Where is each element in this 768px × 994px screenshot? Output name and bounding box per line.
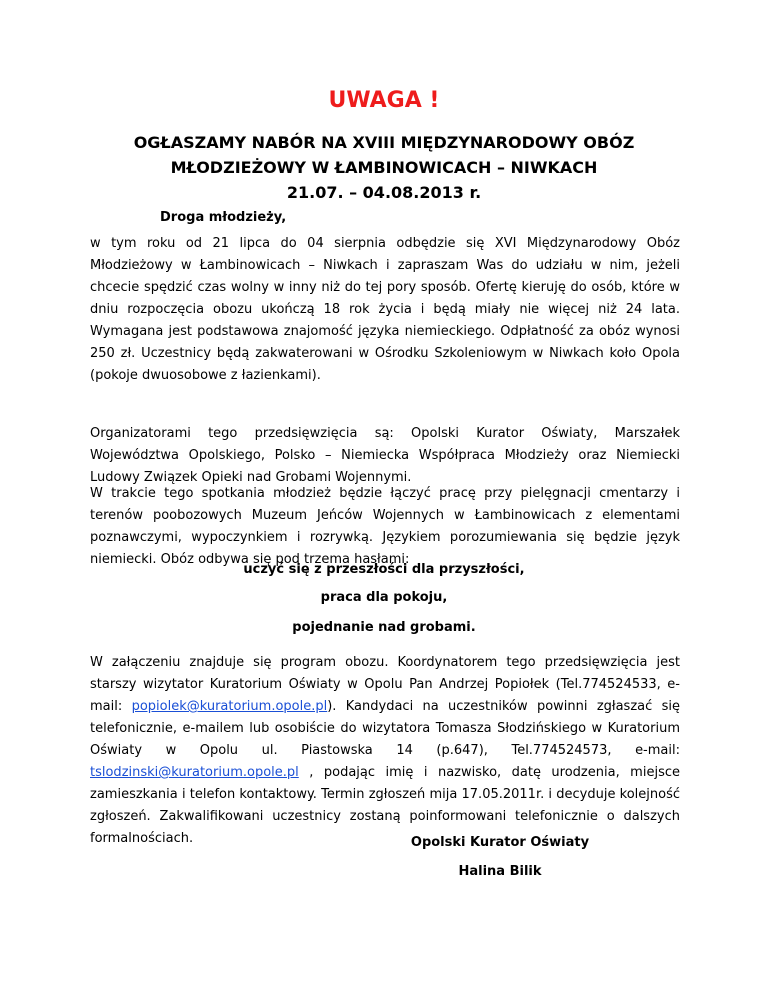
paragraph-activities: W trakcie tego spotkania młodzież będzie łączyć pracę przy pielęgnacji cmentarzy i terenów poobozowych Muzeum Jeńców Wojennych w Łambinowicach z elementami poznawczymi, wypoczynkiem i rozrywką. Językiem porozumiewania się będzie język niemiecki. Obóz odbywa się pod trzema hasłami: xyxy=(90,486,680,567)
signature-name: Halina Bilik xyxy=(458,864,542,879)
contact-text-1: W załączeniu znajduje się program obozu. Koordynatorem tego przedsięwzięcia jest starszy wizytator Kuratorium Oświaty w Opolu Pan Andrzej Popiołek (Tel.774524533, e-mail: xyxy=(90,655,680,714)
contact-text-2: ). Kandydaci na uczestników powinni zgłaszać się telefonicznie, e-mailem lub osobiście do wizytatora Tomasza Słodzińskiego w Kuratorium Oświaty w Opolu ul. Piastowska 14 (p.647), Tel.774524573, e-mail: xyxy=(90,699,680,758)
motto-3: pojednanie nad grobami. xyxy=(292,620,476,635)
motto-2: praca dla pokoju, xyxy=(320,590,448,605)
headline-line-2: MŁODZIEŻOWY W ŁAMBINOWICACH – NIWKACH xyxy=(170,158,598,177)
motto-1: uczyć się z przeszłości dla przyszłości, xyxy=(243,562,525,577)
paragraph-contact xyxy=(90,652,680,850)
email-link-slodzinski[interactable]: tslodzinski@kuratorium.opole.pl xyxy=(90,765,299,780)
alert-heading: UWAGA ! xyxy=(328,88,440,113)
contact-text-3: , podając imię i nazwisko, datę urodzenia, miejsce zamieszkania i telefon kontaktowy. Termin zgłoszeń mija 17.05.2011r. i decyduje kolejność zgłoszeń. Zakwalifikowani uczestnicy zostaną poinformowani telefonicznie o dalszych formalnościach. xyxy=(90,765,680,846)
headline-line-1: OGŁASZAMY NABÓR NA XVIII MIĘDZYNARODOWY OBÓZ xyxy=(133,133,635,152)
paragraph-organizers: Organizatorami tego przedsięwzięcia są: Opolski Kurator Oświaty, Marszałek Województwa Opolskiego, Polsko – Niemiecka Współpraca Młodzieży oraz Niemiecki Ludowy Związek Opieki nad Grobami Wojennymi. xyxy=(90,426,680,485)
announcement-headline xyxy=(100,130,668,205)
email-link-popiolek[interactable]: popiolek@kuratorium.opole.pl xyxy=(131,699,328,714)
paragraph-intro: w tym roku od 21 lipca do 04 sierpnia odbędzie się XVI Międzynarodowy Obóz Młodzieżowy w Łambinowicach – Niwkach i zapraszam Was do udziału w nim, jeżeli chcecie spędzić czas wolny w inny niż do tej pory sposób. Ofertę kieruję do osób, które w dniu rozpoczęcia obozu ukończą 18 rok życia i będą miały nie więcej niż 24 lata. Wymagana jest podstawowa znajomość języka niemieckiego. Odpłatność za obóz wynosi 250 zł. Uczestnicy będą zakwaterowani w Ośrodku Szkoleniowym w Niwkach koło Opola (pokoje dwuosobowe z łazienkami). xyxy=(90,236,680,383)
signature-title: Opolski Kurator Oświaty xyxy=(410,835,590,850)
greeting: Droga młodzieży, xyxy=(160,210,287,225)
headline-line-3: 21.07. – 04.08.2013 r. xyxy=(286,183,482,202)
